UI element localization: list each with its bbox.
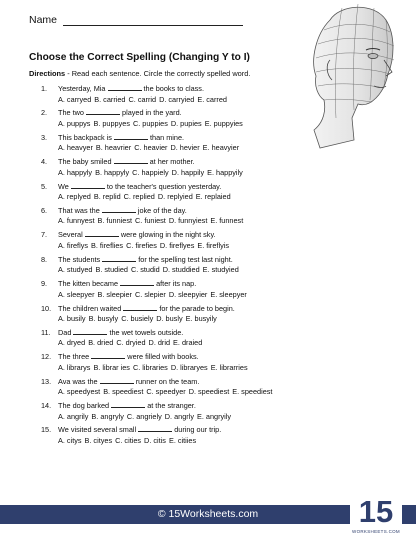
answer-blank[interactable]	[111, 400, 145, 408]
answer-options	[41, 168, 341, 179]
question-number: 8.	[41, 254, 48, 264]
question-text-before: The students	[58, 254, 101, 264]
answer-option[interactable]: B. heavrier	[95, 143, 132, 153]
question-text-before: Yesterday, Mia	[58, 84, 106, 93]
worksheets-logo	[350, 494, 402, 539]
question-number: 11.	[41, 327, 51, 337]
question-number: 12.	[41, 352, 52, 362]
question-stem	[41, 205, 341, 217]
question-text-after: for the parade to begin.	[159, 303, 235, 313]
answer-option[interactable]: E. sleepyer	[210, 289, 247, 299]
answer-option[interactable]: D. angrly	[164, 411, 194, 421]
question-text-before: Several	[58, 230, 83, 240]
directions-text: - Read each sentence. Circle the correctly spelled word.	[65, 69, 251, 78]
question-text-before: The dog barked	[58, 401, 110, 411]
answer-options	[41, 192, 341, 203]
answer-option[interactable]: E. angryily	[196, 411, 232, 421]
question-item	[41, 181, 341, 205]
answer-option[interactable]: C. heavier	[134, 143, 168, 153]
name-label: Name	[29, 14, 58, 26]
question-text-after: were filled with books.	[127, 352, 199, 362]
question-stem	[41, 351, 341, 363]
question-item	[41, 156, 341, 180]
answer-option[interactable]: C. cities	[115, 435, 142, 445]
answer-option[interactable]: E. heavyier	[202, 143, 240, 153]
footer-copyright[interactable]: © 15Worksheets.com	[157, 508, 259, 520]
answer-option[interactable]: C. puppies	[132, 118, 168, 128]
question-text-before: The three	[58, 352, 90, 362]
question-text-before: The baby smiled	[58, 157, 112, 167]
question-text-after: than mine.	[150, 132, 185, 142]
name-blank[interactable]	[63, 15, 243, 26]
answer-option[interactable]: B. librar ies	[93, 362, 130, 372]
question-list	[41, 83, 341, 449]
question-stem	[41, 156, 341, 168]
question-number: 1.	[41, 84, 48, 93]
answer-option[interactable]: A. citys	[58, 435, 82, 445]
answer-option[interactable]: C. funiest	[135, 216, 166, 226]
question-number: 6.	[41, 205, 48, 215]
answer-option[interactable]: A. librarys	[58, 362, 91, 372]
answer-option[interactable]: A. puppys	[58, 118, 91, 128]
answer-option[interactable]: D. fireflyes	[159, 240, 195, 250]
answer-option[interactable]: E. fireflyis	[197, 240, 229, 250]
answer-option[interactable]: D. hevier	[170, 143, 200, 153]
answer-option[interactable]: E. replaied	[195, 192, 231, 202]
answer-option[interactable]: C. slepier	[135, 289, 166, 299]
question-item	[41, 327, 341, 351]
answer-blank[interactable]	[73, 327, 107, 335]
answer-option[interactable]: C. firefies	[126, 240, 157, 250]
answer-option[interactable]: E. speediest	[232, 387, 273, 397]
question-number: 7.	[41, 230, 48, 240]
question-stem	[41, 181, 341, 193]
answer-option[interactable]: B. studied	[95, 265, 128, 275]
question-text-after: joke of the day.	[137, 205, 187, 215]
answer-blank[interactable]	[102, 254, 136, 262]
answer-blank[interactable]	[108, 83, 142, 91]
answer-option[interactable]: B. dried	[88, 338, 114, 348]
answer-options	[41, 436, 341, 447]
answer-options	[41, 95, 341, 106]
question-item	[41, 376, 341, 400]
question-item	[41, 83, 341, 107]
answer-option[interactable]: B. angryly	[91, 411, 124, 421]
question-text-before: The two	[58, 108, 84, 118]
answer-blank[interactable]	[138, 424, 172, 432]
question-text-before: We	[58, 181, 69, 191]
answer-option[interactable]: A. fireflys	[58, 240, 89, 250]
answer-options	[41, 119, 341, 130]
question-stem	[41, 83, 341, 95]
answer-option[interactable]: A. busily	[58, 314, 86, 324]
directions	[29, 69, 250, 78]
question-item	[41, 107, 341, 131]
answer-blank[interactable]	[102, 205, 136, 213]
question-stem	[41, 376, 341, 388]
question-number: 9.	[41, 279, 48, 289]
question-text-after: runner on the team.	[135, 376, 200, 386]
question-number: 2.	[41, 108, 48, 118]
answer-option[interactable]: C. busiely	[121, 314, 154, 324]
answer-blank[interactable]	[114, 156, 148, 164]
answer-option[interactable]: D. studdied	[162, 265, 200, 275]
answer-option[interactable]: C. happiely	[132, 167, 169, 177]
answer-blank[interactable]	[91, 351, 125, 359]
answer-option[interactable]: A. dryed	[58, 338, 86, 348]
answer-option[interactable]: B. fireflies	[91, 240, 124, 250]
answer-blank[interactable]	[85, 229, 119, 237]
question-item	[41, 205, 341, 229]
answer-options	[41, 216, 341, 227]
answer-option[interactable]: C. replied	[123, 192, 155, 202]
question-text-after: the wet towels outside.	[109, 327, 184, 337]
question-text-after: at her mother.	[149, 157, 195, 167]
question-text-after: to the teacher's question yesterday.	[106, 181, 222, 191]
answer-blank[interactable]	[114, 132, 148, 140]
question-text-after: during our trip.	[174, 425, 222, 435]
answer-option[interactable]: B. replid	[93, 192, 121, 202]
question-stem	[41, 327, 341, 339]
question-text-before: We visited several small	[58, 425, 137, 435]
answer-option[interactable]: E. citiies	[168, 435, 197, 445]
answer-blank[interactable]	[120, 278, 154, 286]
answer-options	[41, 265, 341, 276]
question-stem	[41, 278, 341, 290]
answer-option[interactable]: E. puppyies	[204, 118, 243, 128]
question-text-before: Dad	[58, 327, 72, 337]
answer-option[interactable]: D. libraryes	[170, 362, 208, 372]
question-stem	[41, 107, 341, 119]
question-number: 5.	[41, 181, 48, 191]
question-item	[41, 254, 341, 278]
footer	[0, 494, 416, 539]
worksheet-title: Choose the Correct Spelling (Changing Y to I)	[29, 52, 250, 63]
question-stem	[41, 229, 341, 241]
question-stem	[41, 132, 341, 144]
name-line	[29, 14, 243, 26]
answer-options	[41, 338, 341, 349]
answer-option[interactable]: D. carryied	[159, 94, 195, 104]
question-text-after: at the stranger.	[147, 401, 196, 411]
answer-options	[41, 412, 341, 423]
question-text-before: The children waited	[58, 303, 122, 313]
answer-option[interactable]: A. speedyest	[58, 387, 101, 397]
answer-options	[41, 387, 341, 398]
question-number: 10.	[41, 303, 52, 313]
answer-option[interactable]: D. busly	[156, 314, 183, 324]
answer-options	[41, 143, 341, 154]
answer-option[interactable]: E. funnest	[210, 216, 244, 226]
question-stem	[41, 400, 341, 412]
answer-option[interactable]: B. puppyes	[93, 118, 130, 128]
answer-option[interactable]: D. speediest	[188, 387, 230, 397]
question-item	[41, 303, 341, 327]
question-text-before: That was the	[58, 205, 100, 215]
answer-option[interactable]: C. studid	[130, 265, 160, 275]
question-text-before: The kitten became	[58, 279, 119, 289]
answer-option[interactable]: B. carried	[94, 94, 126, 104]
answer-option[interactable]: C. libraries	[132, 362, 168, 372]
answer-option[interactable]: C. dryied	[116, 338, 146, 348]
answer-options	[41, 314, 341, 325]
question-item	[41, 132, 341, 156]
answer-blank[interactable]	[86, 107, 120, 115]
answer-option[interactable]: A. studyed	[58, 265, 93, 275]
answer-blank[interactable]	[123, 303, 157, 311]
question-text-after: were glowing in the night sky.	[120, 230, 216, 240]
logo-subtext: WORKSHEETS.COM	[352, 529, 400, 534]
answer-blank[interactable]	[71, 181, 105, 189]
answer-option[interactable]: E. librarries	[210, 362, 248, 372]
question-stem	[41, 424, 341, 436]
question-number: 3.	[41, 132, 48, 142]
question-number: 14.	[41, 401, 52, 411]
question-number: 15.	[41, 425, 52, 435]
answer-option[interactable]: A. heavyer	[58, 143, 93, 153]
question-item	[41, 400, 341, 424]
directions-label: Directions	[29, 69, 66, 78]
answer-option[interactable]: E. carred	[197, 94, 227, 104]
question-text-after: played in the yard.	[122, 108, 182, 118]
question-item	[41, 278, 341, 302]
answer-option[interactable]: A. funnyest	[58, 216, 95, 226]
question-text-after: for the spelling test last night.	[138, 254, 233, 264]
answer-option[interactable]: D. citis	[144, 435, 166, 445]
answer-option[interactable]: C. angriely	[126, 411, 162, 421]
answer-option[interactable]: E. draied	[173, 338, 203, 348]
answer-option[interactable]: A. carryed	[58, 94, 92, 104]
question-number: 4.	[41, 157, 48, 167]
answer-blank[interactable]	[100, 376, 134, 384]
question-text-before: Ava was the	[58, 376, 98, 386]
answer-option[interactable]: E. happyily	[207, 167, 243, 177]
answer-option[interactable]: B. speediest	[103, 387, 144, 397]
question-text-after: after its nap.	[156, 279, 197, 289]
question-text-after: the books to class.	[143, 84, 204, 93]
answer-options	[41, 363, 341, 374]
question-stem	[41, 303, 341, 315]
answer-option[interactable]: C. speedyer	[146, 387, 186, 397]
answer-option[interactable]: A. angrily	[58, 411, 89, 421]
answer-option[interactable]: D. replyied	[157, 192, 193, 202]
question-text-before: This backpack is	[58, 132, 112, 142]
answer-option[interactable]: B. funniest	[97, 216, 132, 226]
answer-options	[41, 241, 341, 252]
answer-option[interactable]: D. funnyiest	[168, 216, 208, 226]
question-stem	[41, 254, 341, 266]
question-item	[41, 424, 341, 448]
question-number: 13.	[41, 376, 52, 386]
question-item	[41, 229, 341, 253]
answer-option[interactable]: E. studyied	[202, 265, 239, 275]
answer-option[interactable]: A. replyed	[58, 192, 91, 202]
answer-option[interactable]: B. sleepier	[97, 289, 132, 299]
answer-option[interactable]: B. busyly	[88, 314, 119, 324]
answer-options	[41, 290, 341, 301]
answer-option[interactable]: D. happily	[171, 167, 205, 177]
answer-option[interactable]: D. drid	[148, 338, 171, 348]
logo-number: 15	[358, 494, 394, 529]
question-item	[41, 351, 341, 375]
answer-option[interactable]: B. cityes	[84, 435, 113, 445]
answer-option[interactable]: A. happyly	[58, 167, 93, 177]
answer-option[interactable]: B. happyly	[95, 167, 130, 177]
answer-option[interactable]: D. sleepyier	[168, 289, 208, 299]
answer-option[interactable]: D. pupies	[170, 118, 202, 128]
answer-option[interactable]: C. carrid	[128, 94, 157, 104]
answer-option[interactable]: A. sleepyer	[58, 289, 95, 299]
answer-option[interactable]: E. busyily	[185, 314, 217, 324]
